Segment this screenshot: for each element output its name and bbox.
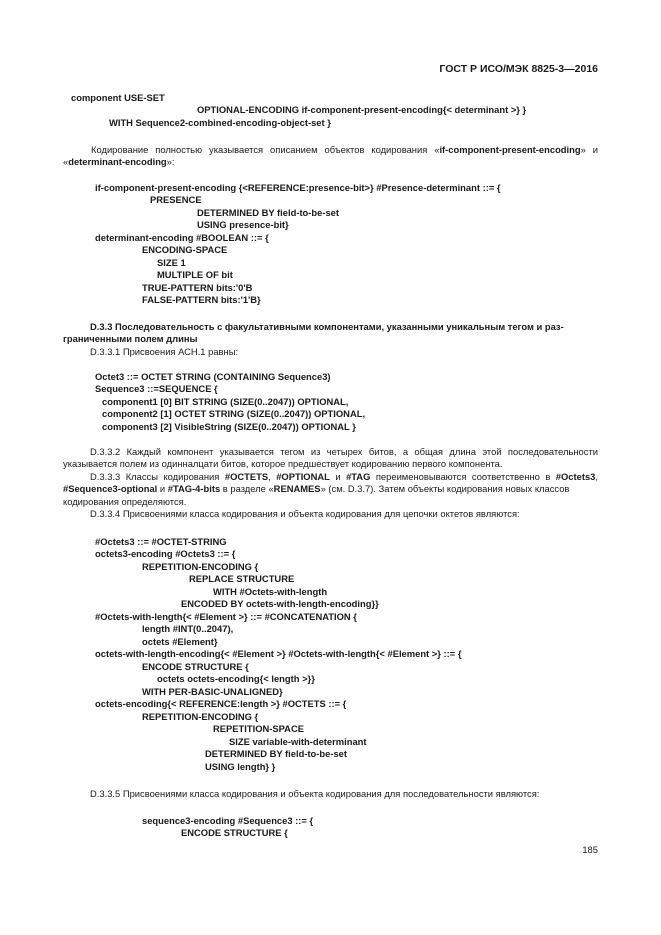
bold-term: if-component-present-encoding [439,144,581,155]
code-line: #Octets-with-length{< #Element >} ::= #CONCATENATION { [95,611,357,622]
code-line: MULTIPLE OF bit [157,269,233,280]
text: и [329,471,347,482]
code-line: REPETITION-ENCODING { [142,711,259,722]
code-line: octets octets-encoding{< length >}} [157,673,315,684]
code-line: component2 [1] OCTET STRING (SIZE(0..2047)) OPTIONAL, [102,408,366,419]
subsection-d331: D.3.3.1 Присвоения АСН.1 равны: [90,346,239,357]
text: Кодирование полностью указывается описанием объектов кодирования « [91,144,440,155]
text: , [595,471,598,482]
subsection-d332-cont: указывается полем из одинналцати битов, которое предшествует кодированию первого компонента. [63,458,503,469]
code-line: component1 [0] BIT STRING (SIZE(0..2047)) OPTIONAL, [102,396,349,407]
subsection-d333 [90,471,598,483]
code-line: Sequence3 ::=SEQUENCE { [95,383,218,394]
code-line: REPLACE STRUCTURE [189,573,295,584]
code-line: ENCODED BY octets-with-length-encoding}} [181,598,379,609]
subsection-d333-cont2: кодирования определяются. [63,496,187,507]
code-line: octets-encoding{< REFERENCE:length >} #OCTETS ::= { [95,698,347,709]
code-line: WITH PER-BASIC-UNALIGNED} [142,686,283,697]
code-line: FALSE-PATTERN bits:'1'B} [142,294,261,305]
code-line: DETERMINED BY field-to-be-set [205,748,348,759]
document-header: ГОСТ Р ИСО/МЭК 8825-3—2016 [439,63,598,75]
bold-term: determinant-encoding [68,156,167,167]
code-line: PRESENCE [150,194,202,205]
bold-term: #OPTIONAL [276,471,330,482]
subsection-d334: D.3.3.4 Присвоениями класса кодирования и объекта кодирования для цепочки октетов являются: [90,508,520,519]
code-line: SIZE 1 [157,257,186,268]
section-heading: D.3.3 Последовательность с факультативными компонентами, указанными уникальным тегом и раз- [90,321,564,332]
bold-term: #TAG [346,471,371,482]
section-heading-cont: граниченными полем длины [63,333,198,344]
bold-term: RENAMES [273,483,321,494]
text: »: [166,156,175,167]
code-line: determinant-encoding #BOOLEAN ::= { [95,232,269,243]
code-line: WITH Sequence2-combined-encoding-object-set } [109,117,331,128]
bold-term: #TAG-4-bits [167,483,221,494]
text: в разделе « [220,483,274,494]
code-line: ENCODING-SPACE [142,244,228,255]
code-line: if-component-present-encoding {<REFERENCE:presence-bit>} #Presence-determinant ::= { [95,182,501,193]
code-line: octets #Element} [142,636,218,647]
code-line: length #INT(0..2047), [142,623,234,634]
code-line: ENCODE STRUCTURE { [142,661,249,672]
code-line: WITH #Octets-with-length [213,586,328,597]
code-line: sequence3-encoding #Sequence3 ::= { [142,815,314,826]
code-line: DETERMINED BY field-to-be-set [197,207,340,218]
code-line: SIZE variable-with-determinant [229,736,367,747]
bold-term: #OCTETS [224,471,269,482]
bold-term: #Octets3 [555,471,596,482]
paragraph-encoding-spec [63,144,598,168]
code-line: USING length} } [205,761,276,772]
text: и [157,483,168,494]
code-line: octets3-encoding #Octets3 ::= { [95,548,236,559]
bold-term: #Sequence3-optional [63,483,158,494]
code-line: Octet3 ::= OCTET STRING (CONTAINING Sequence3) [95,371,331,382]
subsection-d335: D.3.3.5 Присвоениями класса кодирования и объекта кодирования для последовательности являются: [90,788,540,799]
code-line: USING presence-bit} [197,219,289,230]
code-line: OPTIONAL-ENCODING if-component-present-encoding{< determinant >} } [197,104,527,115]
subsection-d333-cont [63,483,569,495]
code-line: REPETITION-ENCODING { [142,561,259,572]
text: D.3.3.3 Классы кодирования [90,471,225,482]
page-number: 185 [582,844,598,855]
code-line: component3 [2] VisibleString (SIZE(0..2047)) OPTIONAL } [102,421,356,432]
text: » и « [63,144,598,167]
code-line: #Octets3 ::= #OCTET-STRING [95,536,227,547]
code-line: octets-with-length-encoding{< #Element >} #Octets-with-length{< #Element >} ::= { [95,648,462,659]
code-line: component USE-SET [71,92,165,103]
code-line: TRUE-PATTERN bits:'0'B [142,282,253,293]
code-line: ENCODE STRUCTURE { [181,827,288,838]
text: , [268,471,277,482]
text: » (см. D.3.7). Затем объекты кодирования новых классов [320,483,570,494]
text: переименовываются соответственно в [370,471,556,482]
subsection-d332: D.3.3.2 Каждый компонент указывается тегом из четырех битов, а общая длина этой последовательности [90,446,598,457]
code-line: REPETITION-SPACE [213,723,304,734]
